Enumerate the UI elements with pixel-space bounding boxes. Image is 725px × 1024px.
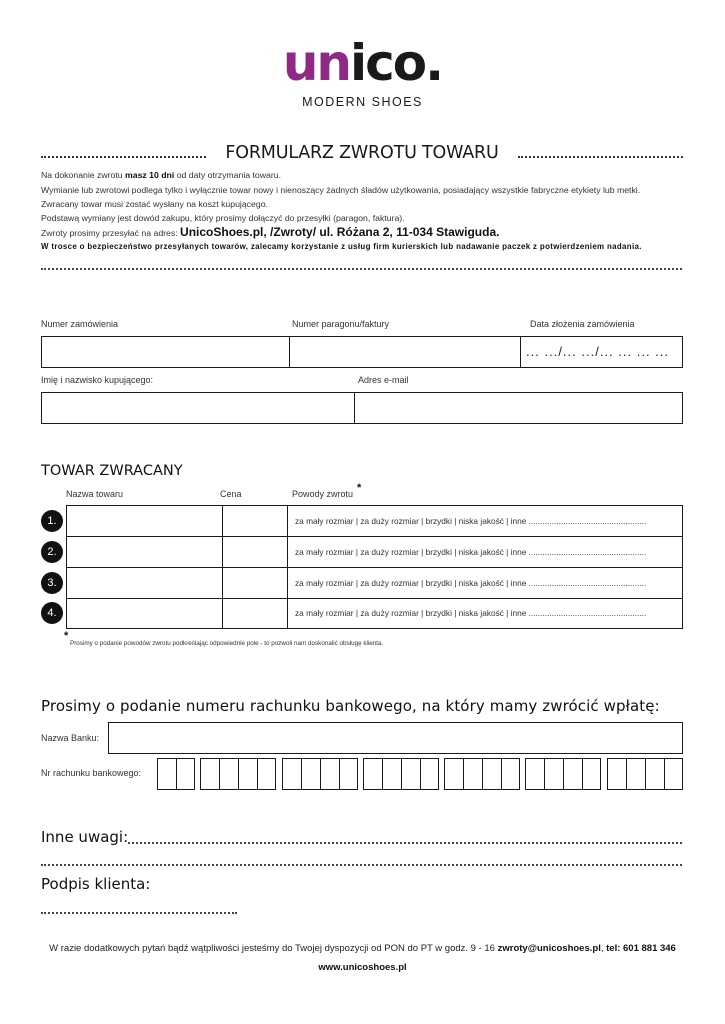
title-row [41,143,683,167]
account-digits-group[interactable] [200,758,276,790]
page-title: FORMULARZ ZWROTU TOWARU [225,143,499,163]
logo-text-un: un [282,34,351,92]
footer-email[interactable]: zwroty@unicoshoes.pl [497,943,601,954]
item-name-field[interactable] [67,506,222,536]
reason-asterisk: * [357,482,362,494]
intro-line-1: Na dokonanie zwrotu masz 10 dni od daty otrzymania towaru. [41,170,281,180]
reason-footnote: Prosimy o podanie powodów zwrotu podkreślając odpowiednie pole - to pozwoli nam doskonalić obsługę klienta. [70,640,384,647]
bank-heading: Prosimy o podanie numeru rachunku bankowego, na który mamy zwrócić wpłatę: [41,697,660,715]
other-remarks-line-2[interactable] [41,864,682,866]
intro-separator [41,268,682,270]
title-dots-left [41,156,206,158]
goods-heading: TOWAR ZWRACANY [41,463,183,479]
divider [645,759,646,789]
other-remarks-line[interactable] [128,842,682,844]
signature-line[interactable] [41,912,237,914]
divider [501,759,502,789]
row-number-4: 4. [41,602,63,624]
signature-label: Podpis klienta: [41,875,151,893]
divider [582,759,583,789]
intro-line-4: Podstawą wymiany jest dowód zakupu, który prosimy dołączyć do przesyłki (paragon, faktura). [41,213,405,223]
return-reason-options[interactable]: za mały rozmiar | za duży rozmiar | brzydki | niska jakość | inne ................................................... [295,547,647,557]
divider [626,759,627,789]
receipt-number-label: Numer paragonu/faktury [292,319,390,329]
divider [382,759,383,789]
divider [320,759,321,789]
item-price-field[interactable] [223,599,287,628]
footer-contact: W razie dodatkowych pytań bądź wątpliwości jesteśmy do Twojej dyspozycji od PON do PT w godz. 9 - 16 zwroty@unicoshoes.pl, tel: 601 881 346 [49,943,676,954]
order-date-field[interactable] [521,337,681,366]
account-digits-group[interactable] [607,758,683,790]
order-number-label: Numer zamówienia [41,319,119,329]
shipping-notice: W trosce o bezpieczeństwo przesyłanych towarów, zalecamy korzystanie z usług firm kurierskich lub nadawanie paczek z potwierdzeniem nadania. [41,242,642,251]
intro-line-2: Wymianie lub zwrotowi podlega tylko i wyłącznie towar nowy i nienoszący żadnych śladów użytkowania, posiadający wszystkie fabryczne etykiety lub metki. [41,185,641,195]
item-price-field[interactable] [223,506,287,536]
divider [238,759,239,789]
footnote-asterisk: * [64,630,69,642]
buyer-name-field[interactable] [42,393,354,422]
title-dots-right [518,156,683,158]
divider [482,759,483,789]
col-header-reason: Powody zwrotu [292,489,354,499]
bank-name-field[interactable] [108,722,683,754]
bank-name-label: Nazwa Banku: [41,733,100,743]
item-name-field[interactable] [67,568,222,598]
return-address: UnicoShoes.pl, /Zwroty/ ul. Różana 2, 11-034 Stawiguda. [180,225,500,239]
divider [420,759,421,789]
order-number-field[interactable] [42,337,289,366]
row-number-2: 2. [41,541,63,563]
account-digits-group[interactable] [157,758,195,790]
return-reason-options[interactable]: za mały rozmiar | za duży rozmiar | brzydki | niska jakość | inne ................................................... [295,608,647,618]
order-info-box [41,336,683,368]
item-name-field[interactable] [67,599,222,628]
account-digits-group[interactable] [282,758,358,790]
buyer-info-box [41,392,683,424]
logo-text-ico: ico. [350,34,443,92]
divider [401,759,402,789]
account-number-label: Nr rachunku bankowego: [41,768,142,778]
col-header-price: Cena [220,489,242,499]
col-header-name: Nazwa towaru [66,489,124,499]
footer-phone: tel: 601 881 346 [606,943,676,954]
return-reason-options[interactable]: za mały rozmiar | za duży rozmiar | brzydki | niska jakość | inne ................................................... [295,578,647,588]
divider [544,759,545,789]
account-digits-group[interactable] [525,758,601,790]
email-field[interactable] [355,393,681,422]
item-price-field[interactable] [223,537,287,567]
receipt-number-field[interactable] [290,337,520,366]
buyer-name-label: Imię i nazwisko kupującego: [41,375,154,385]
divider [463,759,464,789]
other-remarks-label: Inne uwagi: [41,828,129,846]
item-price-field[interactable] [223,568,287,598]
divider [176,759,177,789]
brand-logo [0,34,725,92]
divider [563,759,564,789]
divider [219,759,220,789]
email-label: Adres e-mail [358,375,409,385]
divider [664,759,665,789]
divider [301,759,302,789]
divider [339,759,340,789]
footer-website[interactable]: www.unicoshoes.pl [318,962,407,973]
divider [257,759,258,789]
intro-line-5: Zwroty prosimy przesyłać na adres: UnicoShoes.pl, /Zwroty/ ul. Różana 2, 11-034 Stawiguda. [41,225,500,239]
brand-subtitle: MODERN SHOES [302,95,423,109]
row-number-1: 1. [41,510,63,532]
intro-line-3: Zwracany towar musi zostać wysłany na koszt kupującego. [41,199,268,209]
order-date-label: Data złożenia zamówienia [530,319,635,329]
return-reason-options[interactable]: za mały rozmiar | za duży rozmiar | brzydki | niska jakość | inne ................................................... [295,516,647,526]
account-digits-group[interactable] [444,758,520,790]
returned-goods-table [66,505,683,629]
row-number-3: 3. [41,572,63,594]
account-digits-group[interactable] [363,758,439,790]
date-placeholder: ... .../... .../... ... ... ... [526,344,669,359]
item-name-field[interactable] [67,537,222,567]
